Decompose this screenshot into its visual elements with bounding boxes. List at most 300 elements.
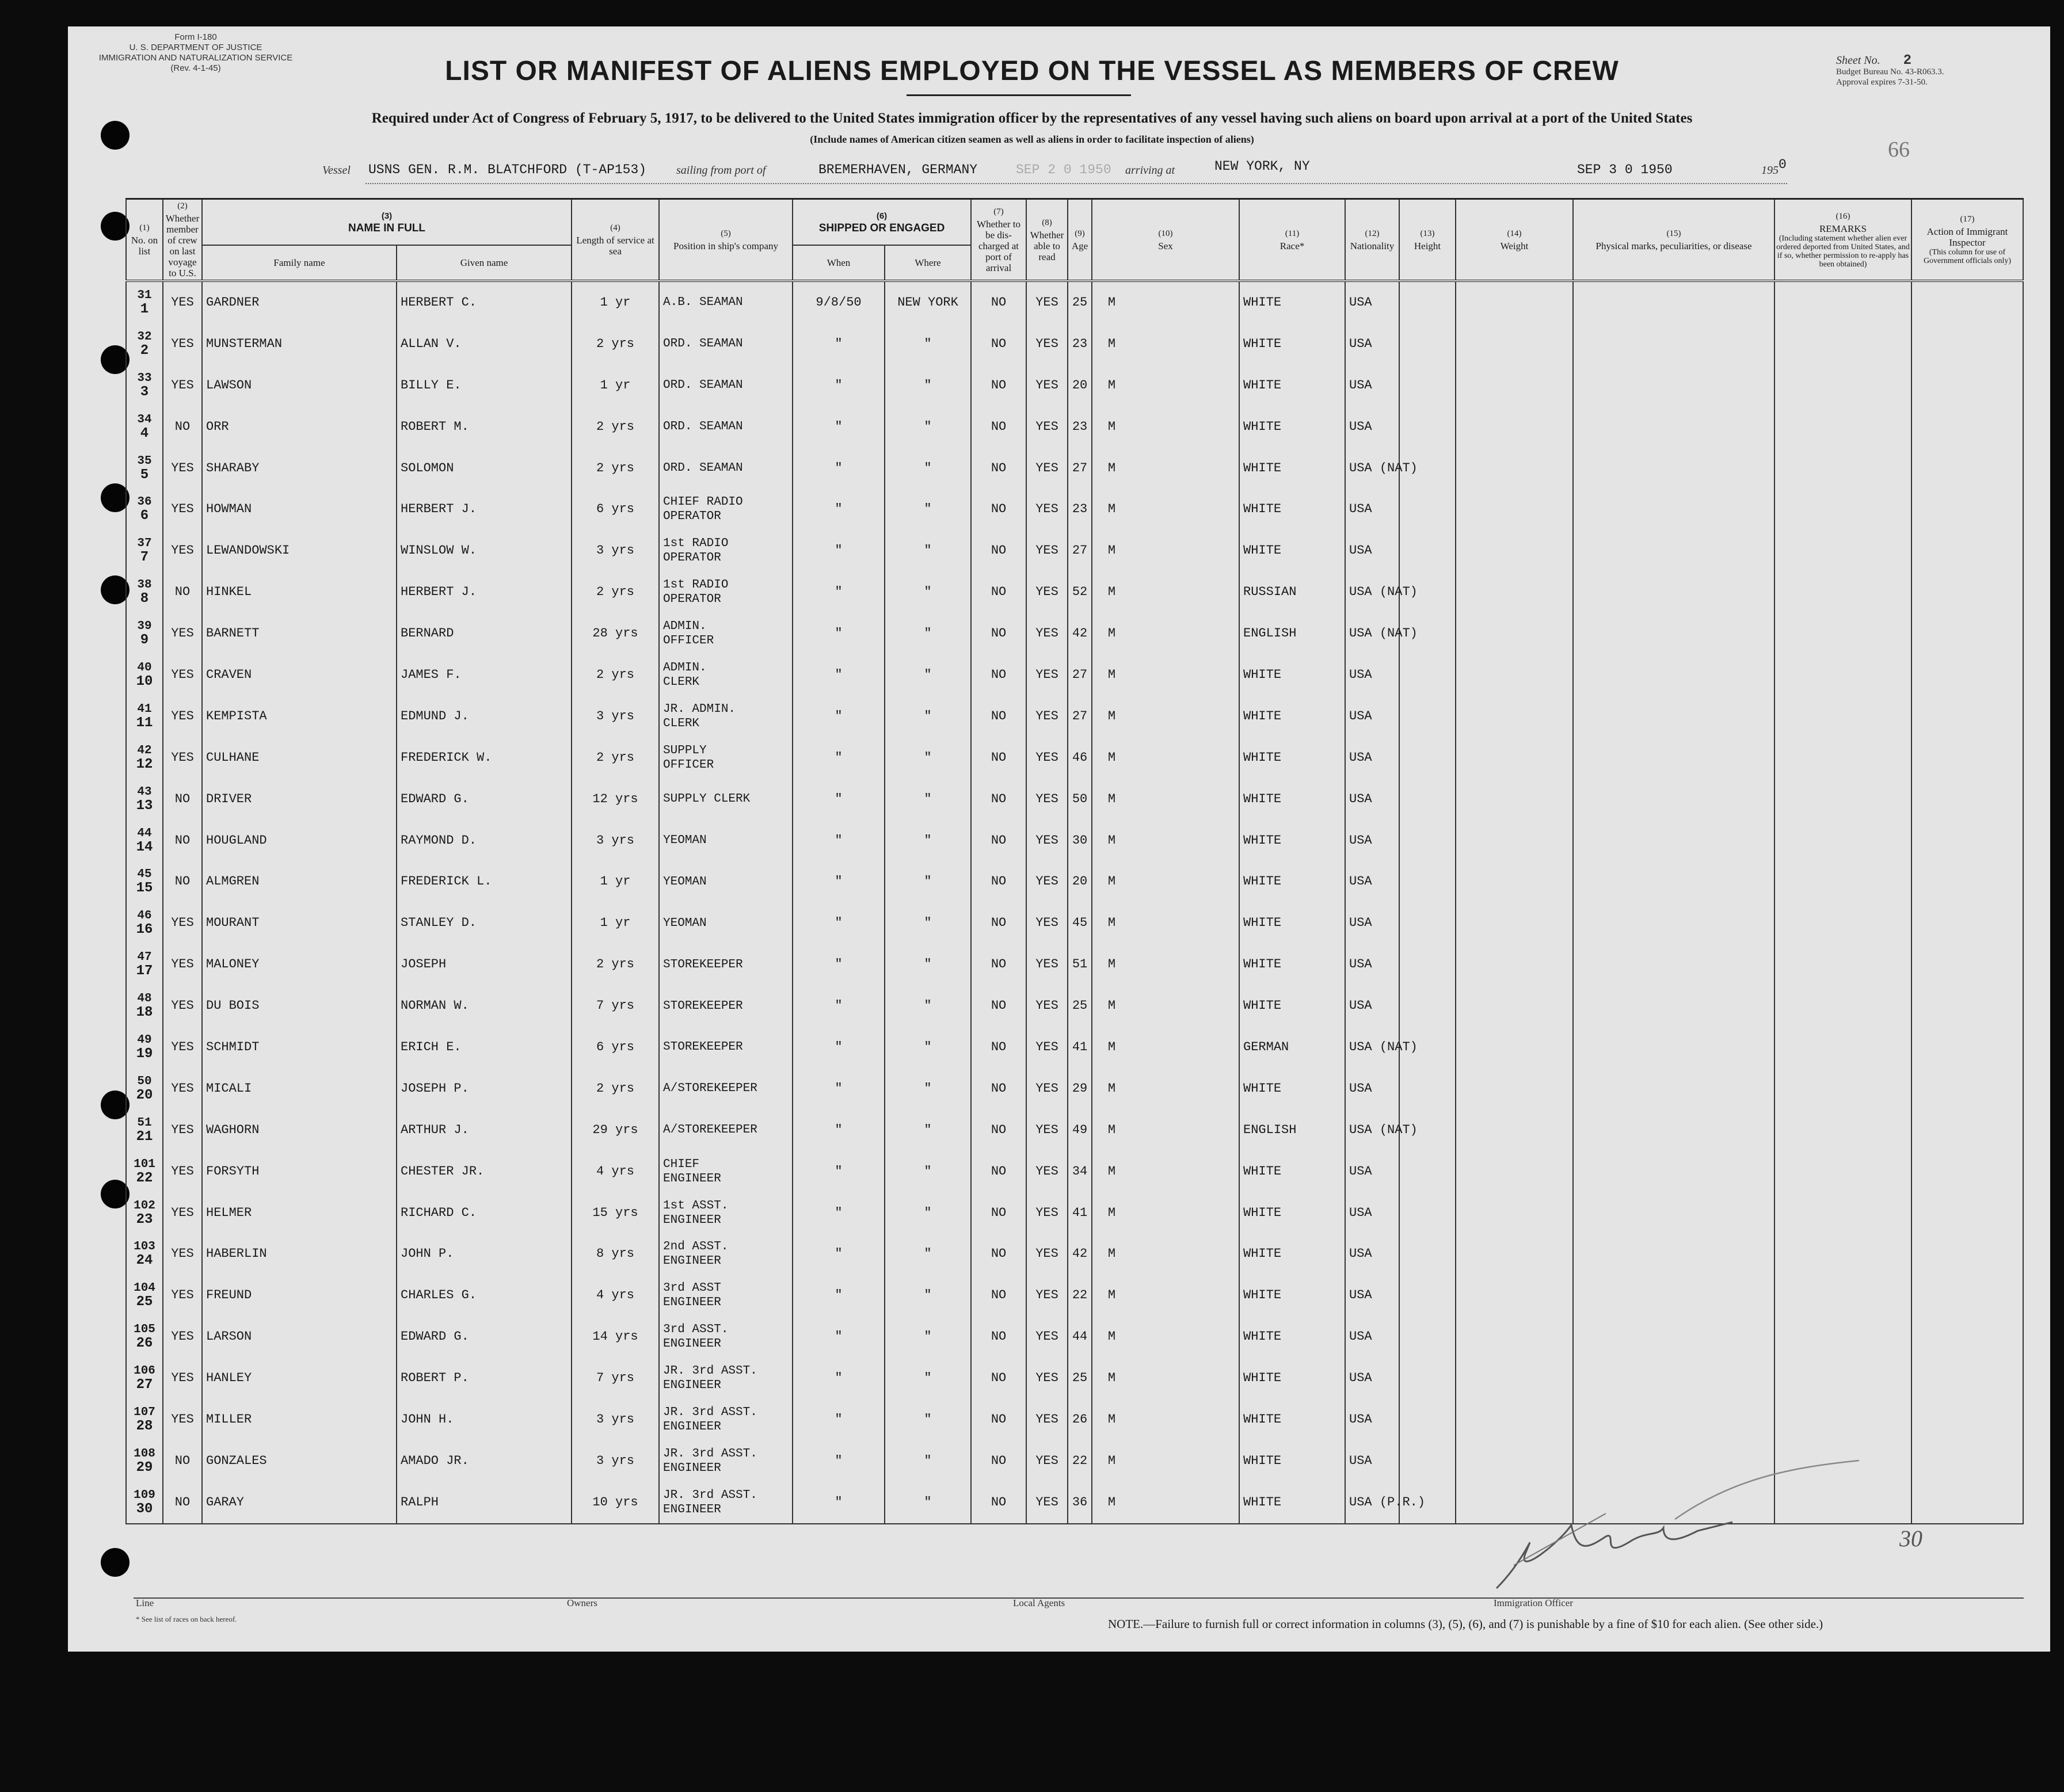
shipped-where-cell: " [885, 1151, 971, 1192]
sex-cell: M [1092, 737, 1131, 779]
shipped-when-cell: " [793, 365, 885, 406]
empty-cell [1911, 1316, 2023, 1358]
family-name-cell: ORR [202, 406, 397, 448]
age-cell: 25 [1068, 1358, 1092, 1399]
empty-cell [1399, 1275, 1456, 1316]
shipped-when-cell: " [793, 406, 885, 448]
prev-voyage-cell: YES [163, 737, 202, 779]
department: U. S. DEPARTMENT OF JUSTICE [129, 43, 262, 52]
given-name-cell: FREDERICK W. [397, 737, 572, 779]
row-number-cell [126, 779, 163, 820]
empty-cell [1399, 737, 1456, 779]
race-cell: WHITE [1239, 1358, 1345, 1399]
row-number-cell [126, 654, 163, 696]
position-line-2: ENGINEER [663, 1337, 721, 1351]
family-name-cell: GARDNER [202, 281, 397, 323]
empty-cell [1573, 489, 1774, 530]
prev-voyage-cell: YES [163, 1358, 202, 1399]
row-number: 26 [136, 1336, 153, 1352]
sex-cell: M [1092, 1440, 1131, 1482]
table-row [126, 489, 2023, 530]
line-number: 38 [137, 578, 152, 592]
age-cell: 34 [1068, 1151, 1092, 1192]
empty-cell [1774, 365, 1911, 406]
family-name-cell: CRAVEN [202, 654, 397, 696]
empty-cell [1911, 571, 2023, 613]
footer-owners-label: Owners [567, 1597, 597, 1608]
line-number: 49 [137, 1033, 152, 1047]
given-name-cell: RAYMOND D. [397, 820, 572, 861]
table-row [126, 779, 2023, 820]
family-name-cell: HANLEY [202, 1358, 397, 1399]
discharged-cell: NO [971, 1109, 1026, 1151]
shipped-where-cell: " [885, 1275, 971, 1316]
position-cell [659, 985, 793, 1027]
empty-cell [1573, 1192, 1774, 1234]
line-number: 102 [134, 1199, 155, 1213]
row-number: 27 [136, 1377, 153, 1393]
race-cell: WHITE [1239, 1068, 1345, 1109]
prev-voyage-cell: YES [163, 1027, 202, 1068]
position-line-1: SUPPLY [663, 744, 707, 757]
line-number: 44 [137, 826, 152, 840]
service-cell: 2 yrs [572, 944, 659, 985]
table-row [126, 530, 2023, 571]
nationality-cell: USA (NAT) [1345, 1109, 1399, 1151]
position-line-1: 1st ASST. [663, 1199, 729, 1213]
row-number: 17 [136, 963, 153, 979]
prev-voyage-cell: YES [163, 613, 202, 654]
able-to-read-cell: YES [1026, 654, 1068, 696]
empty-cell [1456, 779, 1573, 820]
race-cell: WHITE [1239, 448, 1345, 489]
position-line-2: ENGINEER [663, 1172, 721, 1185]
position-cell [659, 323, 793, 365]
given-name-cell: FREDERICK L. [397, 861, 572, 902]
empty-cell [1131, 406, 1239, 448]
empty-cell [1456, 1027, 1573, 1068]
discharged-cell: NO [971, 1233, 1026, 1275]
sex-cell: M [1092, 571, 1131, 613]
position-cell [659, 902, 793, 944]
sex-cell: M [1092, 902, 1131, 944]
nationality-cell: USA (NAT) [1345, 1027, 1399, 1068]
age-cell: 26 [1068, 1399, 1092, 1440]
empty-cell [1131, 1399, 1239, 1440]
shipped-when-cell: " [793, 1068, 885, 1109]
shipped-where-cell: " [885, 406, 971, 448]
nationality-cell: USA [1345, 1233, 1399, 1275]
service-cell: 2 yrs [572, 323, 659, 365]
arrival-port: NEW YORK, NY [1214, 159, 1310, 174]
given-name-cell: BERNARD [397, 613, 572, 654]
empty-cell [1456, 985, 1573, 1027]
race-cell: WHITE [1239, 406, 1345, 448]
position-line-1: STOREKEEPER [663, 958, 743, 971]
service-cell: 8 yrs [572, 1233, 659, 1275]
empty-cell [1774, 737, 1911, 779]
position-cell [659, 1440, 793, 1482]
empty-cell [1911, 820, 2023, 861]
requirement-text: Required under Act of Congress of February 5, 1917, to be delivered to the United States immigration officer by the representatives of any vessel having such aliens on board upon arrival at a port of the United States [371, 110, 1693, 126]
vessel-name: USNS GEN. R.M. BLATCHFORD (T-AP153) [368, 162, 647, 177]
empty-cell [1911, 861, 2023, 902]
age-cell: 41 [1068, 1027, 1092, 1068]
family-name-cell: BARNETT [202, 613, 397, 654]
empty-cell [1456, 365, 1573, 406]
empty-cell [1774, 1151, 1911, 1192]
position-cell [659, 1275, 793, 1316]
table-row [126, 1192, 2023, 1234]
empty-cell [1573, 779, 1774, 820]
family-name-cell: DRIVER [202, 779, 397, 820]
discharged-cell: NO [971, 1275, 1026, 1316]
age-cell: 22 [1068, 1275, 1092, 1316]
family-name-cell: GONZALES [202, 1440, 397, 1482]
nationality-cell: USA [1345, 985, 1399, 1027]
line-number: 109 [134, 1488, 155, 1502]
shipped-where-cell: " [885, 779, 971, 820]
empty-cell [1774, 944, 1911, 985]
table-row [126, 448, 2023, 489]
col-header-service: (4) Length of service at sea [572, 199, 659, 281]
empty-cell [1456, 406, 1573, 448]
shipped-where-cell: " [885, 1316, 971, 1358]
empty-cell [1911, 1109, 2023, 1151]
empty-cell [1399, 365, 1456, 406]
col-header-remarks: (16) REMARKS (Including statement whether alien ever ordered deported from United States, and if so, whether permission to re-apply has been obtained) [1774, 199, 1911, 281]
position-line-2: ENGINEER [663, 1255, 721, 1268]
position-cell [659, 613, 793, 654]
race-cell: WHITE [1239, 1399, 1345, 1440]
able-to-read-cell: YES [1026, 1358, 1068, 1399]
empty-cell [1131, 530, 1239, 571]
discharged-cell: NO [971, 1027, 1026, 1068]
empty-cell [1911, 323, 2023, 365]
approval-expiry: Approval expires 7-31-50. [1836, 78, 1928, 87]
position-line-1: STOREKEEPER [663, 999, 743, 1013]
service-cell: 29 yrs [572, 1109, 659, 1151]
empty-cell [1456, 448, 1573, 489]
sex-cell: M [1092, 365, 1131, 406]
shipped-where-cell: NEW YORK [885, 281, 971, 323]
empty-cell [1456, 489, 1573, 530]
shipped-where-cell: " [885, 1192, 971, 1234]
row-number: 2 [140, 342, 149, 359]
shipped-when-cell: " [793, 1192, 885, 1234]
table-row [126, 1399, 2023, 1440]
empty-cell [1911, 654, 2023, 696]
nationality-cell: USA [1345, 1068, 1399, 1109]
empty-cell [1573, 1399, 1774, 1440]
row-number-cell [126, 1275, 163, 1316]
empty-cell [1399, 654, 1456, 696]
empty-cell [1774, 448, 1911, 489]
nationality-cell: USA [1345, 779, 1399, 820]
shipped-when-cell: " [793, 902, 885, 944]
empty-cell [1399, 944, 1456, 985]
sex-cell: M [1092, 1109, 1131, 1151]
empty-cell [1774, 406, 1911, 448]
empty-cell [1774, 571, 1911, 613]
empty-cell [1774, 1316, 1911, 1358]
shipped-where-cell: " [885, 613, 971, 654]
shipped-where-cell: " [885, 1358, 971, 1399]
vessel-underline [365, 183, 1787, 184]
prev-voyage-cell: YES [163, 1316, 202, 1358]
able-to-read-cell: YES [1026, 902, 1068, 944]
empty-cell [1911, 696, 2023, 737]
sex-cell: M [1092, 1151, 1131, 1192]
shipped-where-cell: " [885, 654, 971, 696]
shipped-where-cell: " [885, 448, 971, 489]
position-line-1: ORD. SEAMAN [663, 337, 743, 351]
age-cell: 36 [1068, 1482, 1092, 1524]
race-cell: WHITE [1239, 1192, 1345, 1234]
row-number-cell [126, 1316, 163, 1358]
position-line-1: 3rd ASST. [663, 1323, 729, 1337]
col-header-sex: (10) Sex [1092, 199, 1239, 281]
able-to-read-cell: YES [1026, 613, 1068, 654]
line-number: 32 [137, 330, 152, 344]
table-row [126, 1275, 2023, 1316]
age-cell: 25 [1068, 985, 1092, 1027]
row-number-cell [126, 1440, 163, 1482]
given-name-cell: STANLEY D. [397, 902, 572, 944]
empty-cell [1911, 1482, 2023, 1524]
row-number: 7 [140, 550, 149, 566]
age-cell: 42 [1068, 1233, 1092, 1275]
service-cell: 6 yrs [572, 1027, 659, 1068]
given-name-cell: AMADO JR. [397, 1440, 572, 1482]
sex-cell: M [1092, 654, 1131, 696]
position-line-1: A/STOREKEEPER [663, 1123, 757, 1137]
line-number: 40 [137, 661, 152, 674]
sex-cell: M [1092, 820, 1131, 861]
empty-cell [1131, 654, 1239, 696]
sex-cell: M [1092, 1482, 1131, 1524]
empty-cell [1573, 654, 1774, 696]
empty-cell [1774, 1275, 1911, 1316]
position-line-1: JR. 3rd ASST. [663, 1405, 757, 1419]
line-number: 34 [137, 413, 152, 426]
service-cell: 2 yrs [572, 654, 659, 696]
age-cell: 20 [1068, 365, 1092, 406]
row-number: 28 [136, 1418, 153, 1434]
position-line-1: 2nd ASST. [663, 1240, 729, 1254]
nationality-cell: USA [1345, 1192, 1399, 1234]
family-name-cell: FREUND [202, 1275, 397, 1316]
row-number-cell [126, 613, 163, 654]
empty-cell [1131, 779, 1239, 820]
discharged-cell: NO [971, 613, 1026, 654]
empty-cell [1456, 1151, 1573, 1192]
prev-voyage-cell: YES [163, 448, 202, 489]
title-underline [907, 94, 1131, 96]
given-name-cell: ARTHUR J. [397, 1109, 572, 1151]
discharged-cell: NO [971, 654, 1026, 696]
officer-signature [1491, 1456, 1871, 1597]
row-number: 8 [140, 591, 149, 607]
line-number: 106 [134, 1364, 155, 1378]
empty-cell [1131, 861, 1239, 902]
position-cell [659, 696, 793, 737]
empty-cell [1911, 406, 2023, 448]
shipped-when-cell: " [793, 530, 885, 571]
col-header-shipped: (6) SHIPPED OR ENGAGED [793, 199, 971, 246]
line-number: 39 [137, 620, 152, 634]
empty-cell [1774, 902, 1911, 944]
shipped-when-cell: 9/8/50 [793, 281, 885, 323]
line-number: 33 [137, 371, 152, 385]
shipped-where-cell: " [885, 1233, 971, 1275]
position-line-1: ORD. SEAMAN [663, 462, 743, 475]
shipped-where-cell: " [885, 820, 971, 861]
table-row [126, 985, 2023, 1027]
position-cell [659, 571, 793, 613]
empty-cell [1456, 613, 1573, 654]
nationality-cell: USA [1345, 281, 1399, 323]
empty-cell [1399, 1192, 1456, 1234]
row-number: 20 [136, 1087, 153, 1103]
family-name-cell: MUNSTERMAN [202, 323, 397, 365]
shipped-where-cell: " [885, 944, 971, 985]
line-number: 105 [134, 1323, 155, 1337]
nationality-cell: USA (NAT) [1345, 448, 1399, 489]
row-number-cell [126, 448, 163, 489]
shipped-when-cell: " [793, 820, 885, 861]
empty-cell [1456, 737, 1573, 779]
position-cell [659, 1151, 793, 1192]
discharged-cell: NO [971, 1358, 1026, 1399]
age-cell: 23 [1068, 489, 1092, 530]
able-to-read-cell: YES [1026, 1109, 1068, 1151]
empty-cell [1911, 1192, 2023, 1234]
able-to-read-cell: YES [1026, 1316, 1068, 1358]
sailing-label: sailing from port of [676, 164, 766, 177]
service-cell: 1 yr [572, 861, 659, 902]
shipped-when-cell: " [793, 448, 885, 489]
position-line-2: OPERATOR [663, 593, 721, 607]
shipped-when-cell: " [793, 1482, 885, 1524]
position-line-2: ENGINEER [663, 1379, 721, 1393]
empty-cell [1573, 406, 1774, 448]
line-number: 35 [137, 454, 152, 468]
discharged-cell: NO [971, 1316, 1026, 1358]
empty-cell [1131, 1151, 1239, 1192]
footer-officer-label: Immigration Officer [1494, 1597, 1574, 1608]
empty-cell [1573, 1027, 1774, 1068]
service-cell: 4 yrs [572, 1275, 659, 1316]
empty-cell [1456, 654, 1573, 696]
row-number-cell [126, 1068, 163, 1109]
given-name-cell: CHARLES G. [397, 1275, 572, 1316]
empty-cell [1573, 696, 1774, 737]
race-cell: WHITE [1239, 281, 1345, 323]
empty-cell [1573, 1068, 1774, 1109]
position-cell [659, 737, 793, 779]
empty-cell [1131, 448, 1239, 489]
position-cell [659, 406, 793, 448]
empty-cell [1573, 820, 1774, 861]
empty-cell [1911, 1151, 2023, 1192]
shipped-where-cell: " [885, 1399, 971, 1440]
able-to-read-cell: YES [1026, 448, 1068, 489]
race-cell: ENGLISH [1239, 613, 1345, 654]
shipped-where-cell: " [885, 1027, 971, 1068]
shipped-when-cell: " [793, 1275, 885, 1316]
row-number: 15 [136, 880, 153, 897]
table-row [126, 737, 2023, 779]
prev-voyage-cell: NO [163, 406, 202, 448]
empty-cell [1131, 1316, 1239, 1358]
service-cell: 3 yrs [572, 696, 659, 737]
col-header-discharged: (7) Whether to be dis-charged at port of arrival [971, 199, 1026, 281]
table-row [126, 1233, 2023, 1275]
nationality-cell: USA [1345, 1275, 1399, 1316]
row-number: 16 [136, 922, 153, 938]
table-row [126, 281, 2023, 323]
race-cell: WHITE [1239, 944, 1345, 985]
row-number-cell [126, 323, 163, 365]
age-cell: 23 [1068, 406, 1092, 448]
able-to-read-cell: YES [1026, 406, 1068, 448]
arriving-label: arriving at [1125, 164, 1175, 177]
empty-cell [1131, 1440, 1239, 1482]
nationality-cell: USA [1345, 1151, 1399, 1192]
prev-voyage-cell: YES [163, 1399, 202, 1440]
shipped-when-cell: " [793, 1233, 885, 1275]
row-number: 13 [136, 798, 153, 814]
sex-cell: M [1092, 281, 1131, 323]
given-name-cell: HERBERT C. [397, 281, 572, 323]
shipped-when-cell: " [793, 1151, 885, 1192]
row-number-cell [126, 489, 163, 530]
col-header-read: (8) Whether able to read [1026, 199, 1068, 281]
service-cell: 1 yr [572, 365, 659, 406]
able-to-read-cell: YES [1026, 1482, 1068, 1524]
nationality-cell: USA [1345, 365, 1399, 406]
row-number: 9 [140, 632, 149, 649]
prev-voyage-cell: NO [163, 820, 202, 861]
given-name-cell: SOLOMON [397, 448, 572, 489]
able-to-read-cell: YES [1026, 1151, 1068, 1192]
shipped-when-cell: " [793, 696, 885, 737]
service-cell: 10 yrs [572, 1482, 659, 1524]
departure-port: BREMERHAVEN, GERMANY [818, 162, 978, 177]
revision: (Rev. 4-1-45) [170, 63, 221, 73]
service-cell: 3 yrs [572, 820, 659, 861]
line-number: 36 [137, 495, 152, 509]
age-cell: 50 [1068, 779, 1092, 820]
empty-cell [1131, 737, 1239, 779]
shipped-where-cell: " [885, 571, 971, 613]
shipped-when-cell: " [793, 1316, 885, 1358]
able-to-read-cell: YES [1026, 1068, 1068, 1109]
line-number: 50 [137, 1074, 152, 1088]
row-number: 22 [136, 1170, 153, 1186]
prev-voyage-cell: YES [163, 323, 202, 365]
service-cell: 7 yrs [572, 985, 659, 1027]
shipped-where-cell: " [885, 323, 971, 365]
discharged-cell: NO [971, 1399, 1026, 1440]
discharged-cell: NO [971, 406, 1026, 448]
line-number: 101 [134, 1157, 155, 1171]
table-row [126, 696, 2023, 737]
shipped-where-cell: " [885, 985, 971, 1027]
position-cell [659, 1482, 793, 1524]
row-number: 19 [136, 1046, 153, 1062]
